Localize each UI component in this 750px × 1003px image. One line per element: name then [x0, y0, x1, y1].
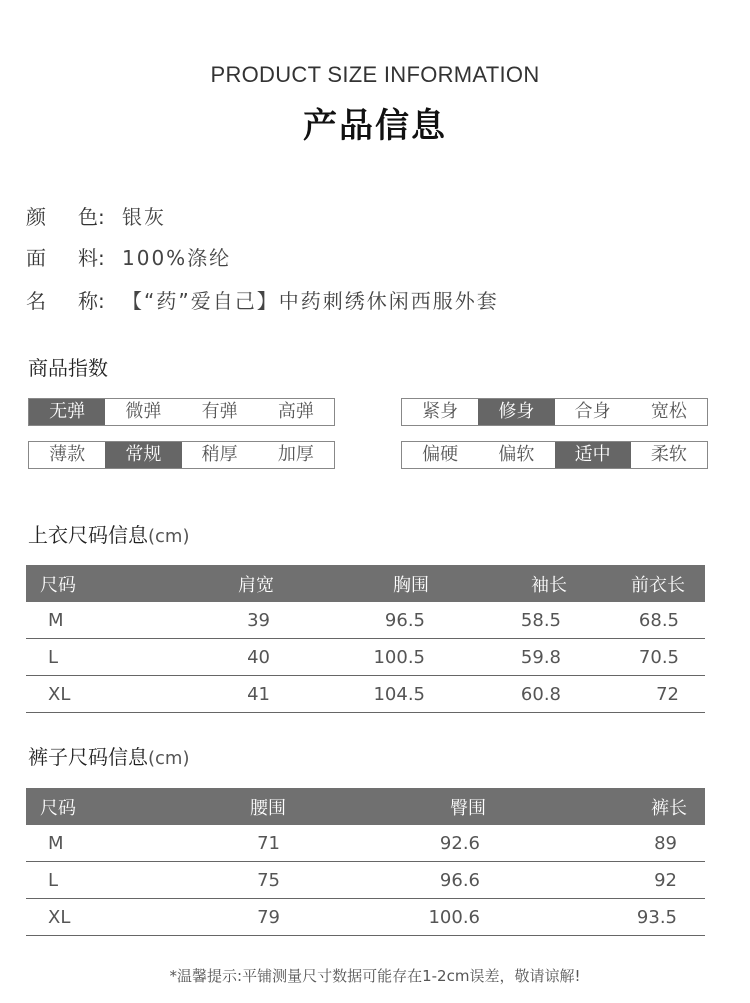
scale-option: 偏硬 — [422, 444, 459, 465]
table-cell: M — [26, 825, 126, 862]
title-chinese: 产品信息 — [303, 106, 447, 146]
table-header: 尺码 — [26, 565, 96, 602]
scale-option: 高弹 — [277, 401, 314, 422]
scale-option: 修身 — [478, 399, 554, 425]
table-row — [26, 899, 705, 936]
table-cell: 72 — [605, 676, 705, 713]
info-label-part: 色: — [78, 205, 105, 229]
info-value-name: 【“药”爱自己】中药刺绣休闲西服外套 — [122, 289, 499, 313]
scale-option: 偏软 — [498, 444, 535, 465]
table-header: 臀围 — [346, 788, 536, 825]
info-label — [26, 201, 122, 230]
scale-option: 薄款 — [49, 444, 86, 465]
info-row-color — [26, 201, 166, 230]
info-label-part: 料: — [78, 246, 105, 270]
table-row — [26, 602, 705, 639]
pants-table-title — [28, 741, 189, 770]
measurement-note: *温馨提示:平铺测量尺寸数据可能存在1-2cm误差，敬请谅解! — [169, 967, 581, 985]
elasticity-scale — [28, 398, 335, 426]
scale-option: 紧身 — [422, 401, 459, 422]
table-row — [26, 639, 705, 676]
info-label-part: 面 — [26, 246, 46, 270]
table-cell: 92 — [536, 862, 705, 899]
table-header: 肩宽 — [96, 565, 318, 602]
table-row — [26, 676, 705, 713]
table-cell: 40 — [96, 639, 318, 676]
fit-scale — [401, 398, 708, 426]
table-cell: 89 — [536, 825, 705, 862]
table-header-row — [26, 565, 705, 602]
scale-option: 宽松 — [650, 401, 687, 422]
scale-option: 适中 — [555, 442, 631, 468]
table-cell: 70.5 — [605, 639, 705, 676]
pants-table-unit: (cm) — [148, 748, 190, 769]
info-label-part: 名 — [26, 289, 46, 313]
table-header: 裤长 — [536, 788, 705, 825]
table-cell: 96.5 — [318, 602, 465, 639]
pants-size-table — [26, 788, 705, 936]
info-label-part: 颜 — [26, 205, 46, 229]
table-cell: 58.5 — [465, 602, 605, 639]
scale-option: 微弹 — [125, 401, 162, 422]
scale-option: 常规 — [105, 442, 181, 468]
info-label-part: 称: — [78, 289, 105, 313]
table-cell: M — [26, 602, 96, 639]
table-cell: 41 — [96, 676, 318, 713]
table-cell: L — [26, 862, 126, 899]
table-row — [26, 825, 705, 862]
table-header: 前衣长 — [605, 565, 705, 602]
thickness-scale — [28, 441, 335, 469]
table-cell: 71 — [126, 825, 346, 862]
top-table-title-text: 上衣尺码信息 — [28, 523, 148, 547]
table-cell: 96.6 — [346, 862, 536, 899]
scale-option: 柔软 — [650, 444, 687, 465]
table-cell: XL — [26, 676, 96, 713]
scale-option: 有弹 — [201, 401, 238, 422]
scale-option: 合身 — [574, 401, 611, 422]
pants-table-title-text: 裤子尺码信息 — [28, 745, 148, 769]
top-size-table — [26, 565, 705, 713]
info-label — [26, 242, 122, 271]
table-cell: L — [26, 639, 96, 676]
table-row — [26, 862, 705, 899]
table-cell: 39 — [96, 602, 318, 639]
scale-option: 加厚 — [277, 444, 314, 465]
table-cell: 68.5 — [605, 602, 705, 639]
table-cell: 59.8 — [465, 639, 605, 676]
table-cell: 100.6 — [346, 899, 536, 936]
table-cell: 92.6 — [346, 825, 536, 862]
table-cell: 104.5 — [318, 676, 465, 713]
table-cell: 60.8 — [465, 676, 605, 713]
info-row-name — [26, 285, 499, 314]
table-cell: XL — [26, 899, 126, 936]
table-header: 袖长 — [465, 565, 605, 602]
info-label — [26, 285, 122, 314]
table-cell: 75 — [126, 862, 346, 899]
info-value-material: 100%涤纶 — [122, 246, 232, 270]
table-header: 胸围 — [318, 565, 465, 602]
info-value-color: 银灰 — [122, 205, 166, 229]
table-cell: 100.5 — [318, 639, 465, 676]
info-row-material — [26, 242, 231, 271]
table-header: 腰围 — [126, 788, 346, 825]
title-english: PRODUCT SIZE INFORMATION — [210, 62, 540, 87]
top-table-unit: (cm) — [148, 526, 190, 547]
table-cell: 79 — [126, 899, 346, 936]
top-table-title — [28, 519, 189, 548]
softness-scale — [401, 441, 708, 469]
index-section-title: 商品指数 — [28, 356, 108, 380]
scale-option: 稍厚 — [201, 444, 238, 465]
table-header: 尺码 — [26, 788, 126, 825]
scale-option: 无弹 — [29, 399, 105, 425]
table-cell: 93.5 — [536, 899, 705, 936]
table-header-row — [26, 788, 705, 825]
